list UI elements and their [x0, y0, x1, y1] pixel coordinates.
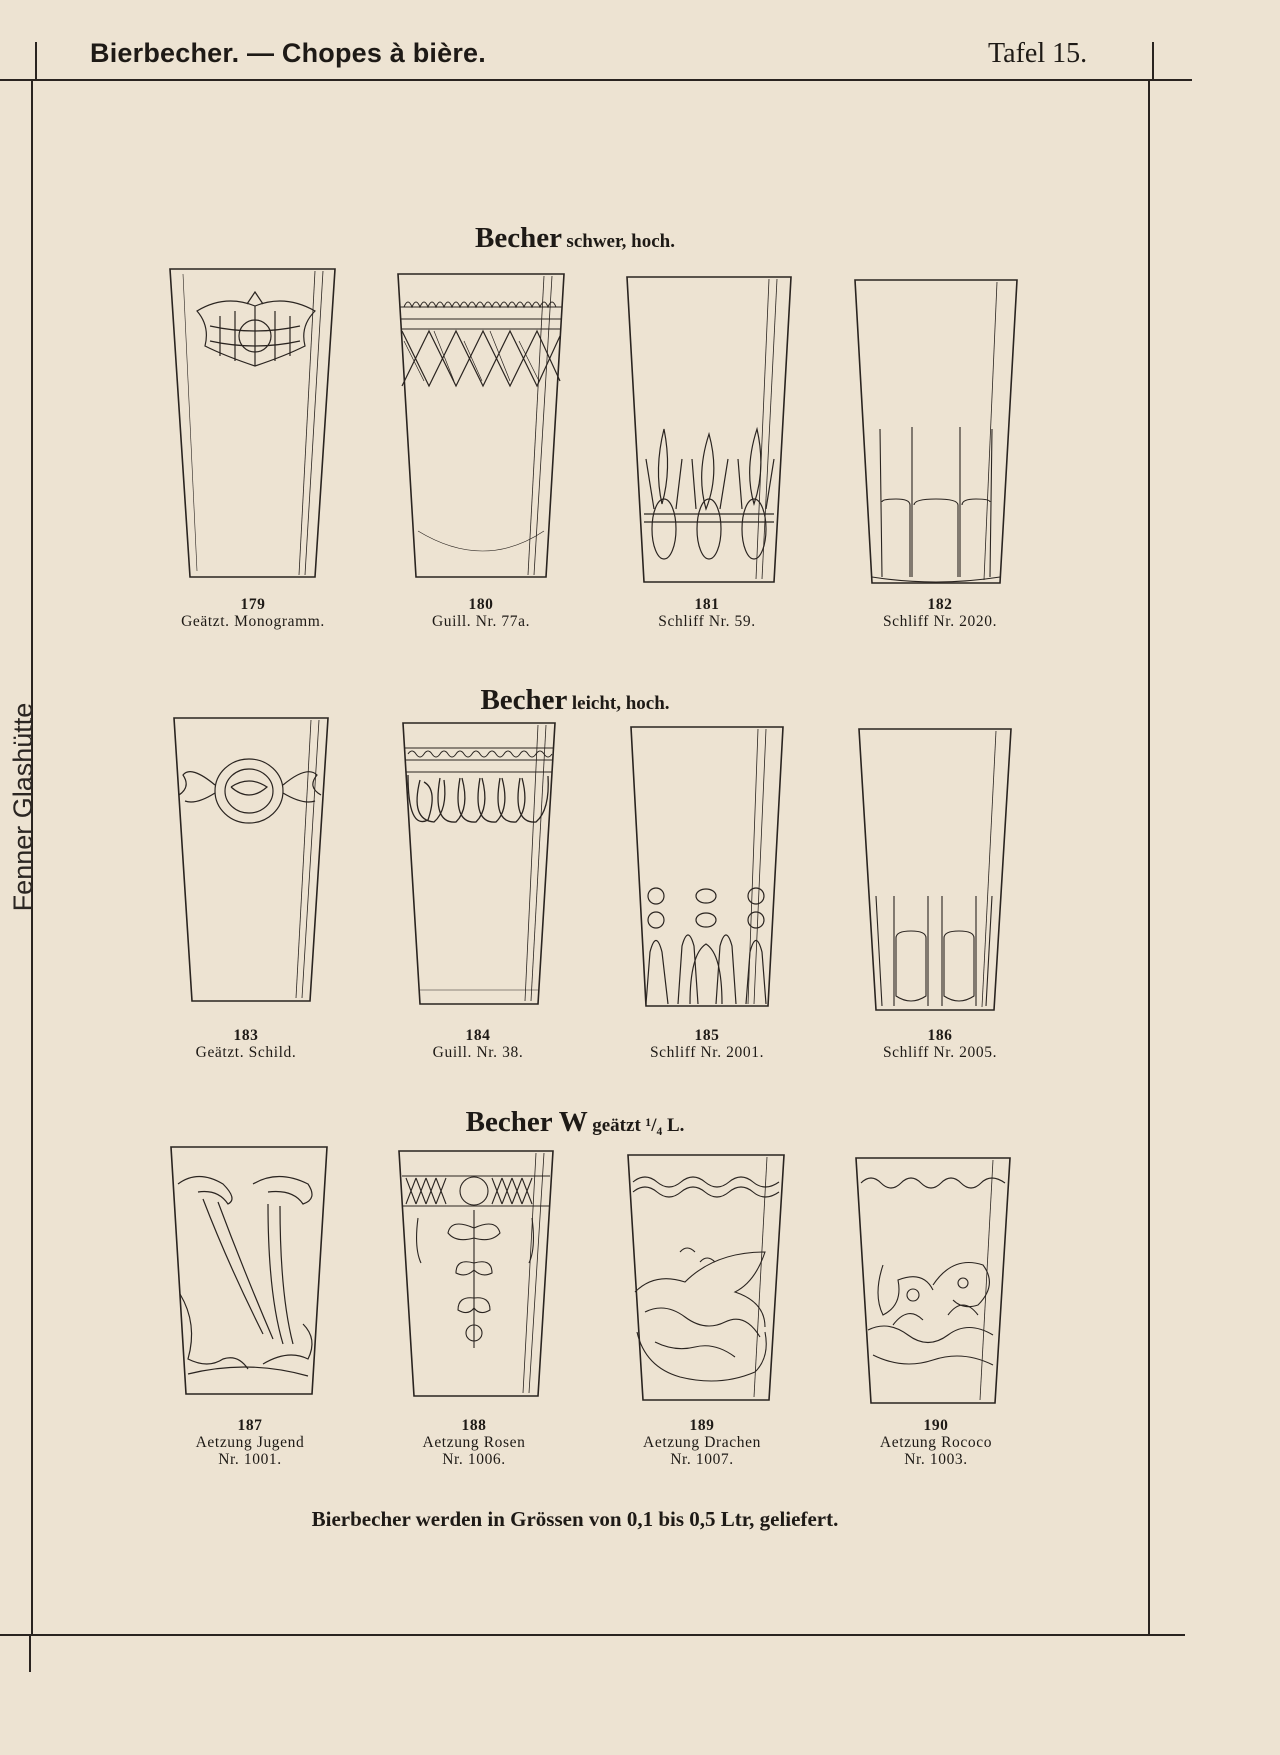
item-number: 179 [240, 596, 266, 613]
section-title-sub: leicht, hoch. [571, 693, 670, 714]
caption-183 [136, 1027, 356, 1061]
item-description: Aetzung Rococo [879, 1434, 993, 1451]
item-description: Schliff Nr. 2005. [882, 1044, 998, 1061]
glass-190-drawing [853, 1155, 1013, 1407]
item-number: 187 [237, 1417, 263, 1434]
item-number: 183 [233, 1027, 259, 1044]
glass-179-drawing [165, 266, 340, 581]
side-label: Fenner Glashütte [8, 702, 38, 912]
caption-189 [592, 1417, 812, 1468]
section-title-main: Becher [480, 684, 568, 716]
glass-181-drawing [624, 274, 794, 586]
page-title: Bierbecher. — Chopes à bière. [90, 38, 486, 68]
glass-184-drawing [400, 720, 558, 1008]
item-number: 182 [927, 596, 953, 613]
item-description: Geätzt. Schild. [195, 1044, 297, 1061]
glass-187-drawing [168, 1144, 330, 1398]
section-title-light [0, 684, 1150, 717]
section-title-etched [0, 1106, 1150, 1139]
item-number: 185 [694, 1027, 720, 1044]
item-description-2: Nr. 1006. [442, 1451, 506, 1468]
section-title-main: Becher [475, 222, 562, 254]
item-description: Aetzung Jugend [195, 1434, 305, 1451]
section-title-main: Becher W [465, 1106, 588, 1138]
caption-187 [140, 1417, 360, 1468]
caption-185 [597, 1027, 817, 1061]
item-number: 184 [465, 1027, 491, 1044]
caption-186 [830, 1027, 1050, 1061]
item-number: 188 [461, 1417, 487, 1434]
item-number: 181 [694, 596, 720, 613]
plate-number: Tafel 15. [988, 38, 1088, 69]
item-number: 189 [689, 1417, 715, 1434]
item-description: Guill. Nr. 38. [432, 1044, 524, 1061]
caption-181 [597, 596, 817, 630]
item-description: Geätzt. Monogramm. [181, 613, 325, 630]
glass-185-drawing [628, 724, 786, 1010]
item-number: 186 [927, 1027, 953, 1044]
glass-188-drawing [396, 1148, 556, 1400]
caption-188 [364, 1417, 584, 1468]
item-description: Schliff Nr. 59. [658, 613, 756, 630]
caption-180 [371, 596, 591, 630]
item-description: Aetzung Rosen [422, 1434, 526, 1451]
item-description-2: Nr. 1001. [218, 1451, 282, 1468]
frame-right [1148, 80, 1150, 1635]
item-description: Schliff Nr. 2001. [649, 1044, 765, 1061]
section-title-heavy [0, 222, 1150, 255]
item-description-2: Nr. 1003. [904, 1451, 968, 1468]
header-rule [0, 79, 1192, 81]
caption-182 [830, 596, 1050, 630]
item-description: Schliff Nr. 2020. [882, 613, 998, 630]
footer-rule [0, 1634, 1185, 1636]
footer-tick [29, 1636, 31, 1672]
item-description: Aetzung Drachen [643, 1434, 761, 1451]
glass-180-drawing [394, 271, 569, 581]
glass-186-drawing [856, 726, 1014, 1014]
header-divider-right [1152, 42, 1154, 80]
caption-190 [826, 1417, 1046, 1468]
item-number: 190 [923, 1417, 949, 1434]
glass-183-drawing [171, 715, 331, 1005]
item-number: 180 [468, 596, 494, 613]
header-divider-left [35, 42, 37, 80]
section-title-sub: geätzt ¹/₄ L. [592, 1115, 685, 1136]
section-title-sub: schwer, hoch. [566, 231, 675, 252]
glass-189-drawing [625, 1152, 787, 1404]
size-footnote: Bierbecher werden in Grössen von 0,1 bis 0,5 Ltr, geliefert. [311, 1507, 839, 1531]
item-description: Guill. Nr. 77a. [431, 613, 531, 630]
item-description-2: Nr. 1007. [670, 1451, 734, 1468]
caption-184 [368, 1027, 588, 1061]
glass-182-drawing [852, 277, 1020, 587]
caption-179 [143, 596, 363, 630]
